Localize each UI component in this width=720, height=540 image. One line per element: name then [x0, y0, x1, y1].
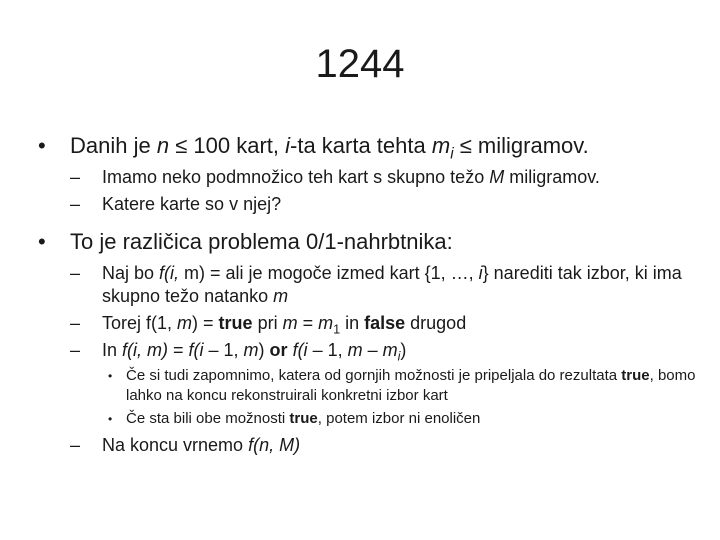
var: f(i, m) — [122, 340, 168, 360]
keyword: or — [269, 340, 288, 360]
bullet-cards — [38, 132, 698, 163]
dash-marker: – — [70, 194, 81, 214]
var: f(i, — [159, 263, 185, 283]
var: m — [318, 313, 334, 333]
text: , bomo lahko na koncu rekonstruirali konkretni izbor kart — [126, 367, 696, 404]
var: m — [431, 133, 451, 158]
var: m — [177, 313, 193, 333]
text: Torej f(1, — [102, 313, 178, 333]
var: M — [489, 167, 505, 187]
text: Na koncu vrnemo — [102, 435, 249, 455]
dash-marker: – — [70, 167, 81, 187]
var: m — [282, 313, 298, 333]
bullet-knapsack — [38, 228, 698, 256]
var: m — [382, 340, 398, 360]
text: – 1, — [307, 340, 348, 360]
text: ≤ 100 kart, — [169, 133, 286, 158]
slide-title: 1244 — [315, 42, 405, 86]
text: To je različica problema 0/1-nahrbtnika: — [70, 229, 453, 254]
text: drugod — [405, 313, 467, 333]
var: f(i — [188, 340, 204, 360]
subscript: 1 — [333, 322, 341, 337]
var: f(i — [292, 340, 308, 360]
text: miligramov. — [504, 167, 600, 187]
text: in — [340, 313, 365, 333]
var: m — [243, 340, 259, 360]
subscript: i — [450, 145, 454, 163]
var: m — [273, 286, 289, 306]
subscript: i — [397, 349, 401, 364]
sub-sub-bullet-unique — [38, 409, 698, 429]
text: Če si tudi zapomnimo, katera od gornjih možnosti je pripeljala do rezultata — [126, 367, 622, 384]
bullet-marker: • — [108, 412, 113, 426]
text: ) — [258, 340, 270, 360]
sub-bullet-base-case — [38, 312, 698, 335]
keyword: false — [364, 313, 406, 333]
text: Katere karte so v njej? — [102, 194, 282, 214]
bullet-marker: • — [38, 133, 46, 158]
text: ) — [400, 340, 407, 360]
text: – 1, — [203, 340, 244, 360]
sub-bullet-subset — [38, 166, 698, 189]
dash-marker: – — [70, 313, 81, 333]
dash-marker: – — [70, 340, 81, 360]
keyword: true — [289, 410, 318, 427]
text: } narediti tak izbor, ki ima skupno težo natanko — [102, 263, 682, 306]
keyword: true — [621, 367, 650, 384]
sub-bullet-definition — [38, 262, 698, 308]
text: Danih je — [70, 133, 157, 158]
text: Če sta bili obe možnosti — [126, 410, 290, 427]
text: , potem izbor ni enoličen — [317, 410, 481, 427]
bullet-marker: • — [38, 229, 46, 254]
bullet-marker: • — [108, 369, 113, 383]
sub-sub-bullet-reconstruct — [38, 366, 698, 406]
text: = — [297, 313, 319, 333]
text: ) = — [192, 313, 219, 333]
var: i — [478, 263, 483, 283]
text: In — [102, 340, 123, 360]
sub-bullet-question — [38, 193, 698, 216]
text: = — [168, 340, 189, 360]
dash-marker: – — [70, 263, 81, 283]
text: m) = ali je mogoče izmed kart {1, …, — [184, 263, 479, 283]
var: n — [156, 133, 170, 158]
sub-bullet-return — [38, 434, 698, 457]
text: – — [362, 340, 383, 360]
slide-content — [38, 132, 698, 461]
text: -ta karta tehta — [290, 133, 432, 158]
keyword: true — [218, 313, 253, 333]
var: f(n, M) — [248, 435, 301, 455]
text: pri — [252, 313, 283, 333]
text: Imamo neko podmnožico teh kart s skupno težo — [102, 167, 490, 187]
sub-bullet-recurrence — [38, 339, 698, 362]
text: ≤ miligramov. — [453, 133, 589, 158]
text: Naj bo — [102, 263, 160, 283]
dash-marker: – — [70, 435, 81, 455]
var: i — [285, 133, 290, 158]
var: m — [347, 340, 363, 360]
